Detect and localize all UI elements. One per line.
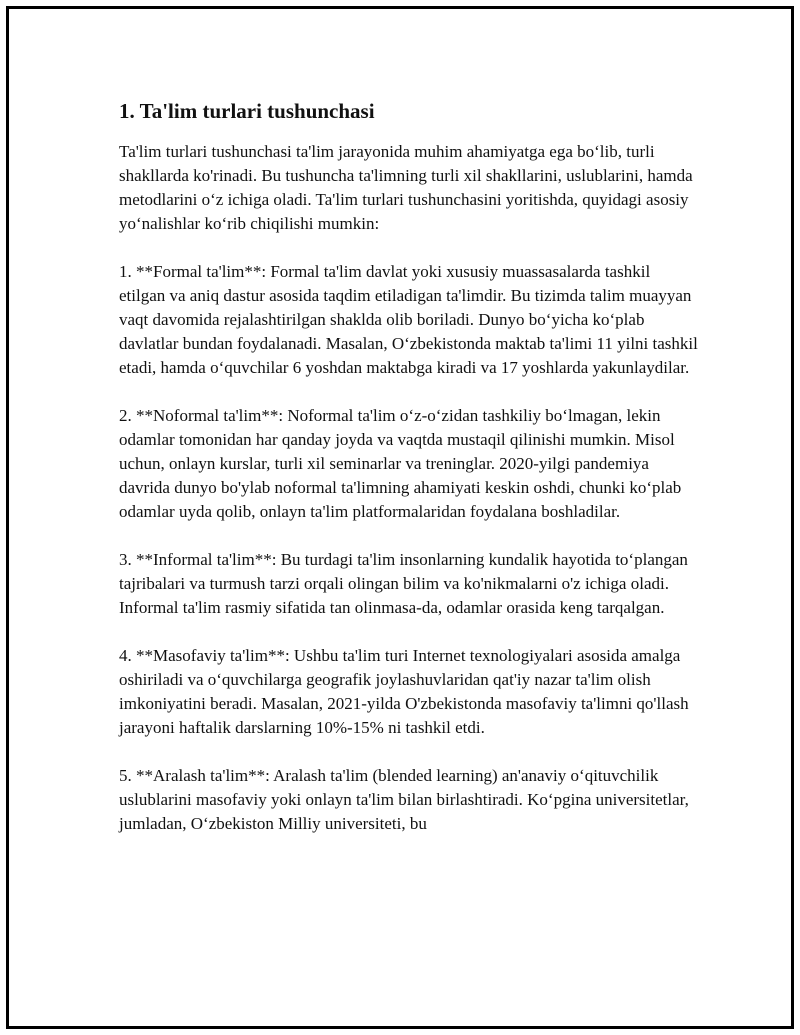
page-frame [6, 6, 794, 1029]
nonformal-education-paragraph: 2. **Noformal ta'lim**: Noformal ta'lim o‘z-o‘zidan tashkiliy bo‘lmagan, lekin odamlar tomonidan har qanday joyda va vaqtda mustaqil qilinishi mumkin. Misol uchun, onlayn kurslar, turli xil seminarlar va treninglar. 2020-yilgi pandemiya davrida dunyo bo'ylab noformal ta'limning ahamiyati keskin oshdi, chunki ko‘plab odamlar uyda qolib, onlayn ta'lim platformalaridan foydalana boshladilar. [119, 406, 682, 521]
blended-education-paragraph: 5. **Aralash ta'lim**: Aralash ta'lim (blended learning) an'anaviy o‘qituvchilik uslublarini masofaviy yoki onlayn ta'lim bilan birlashtiradi. Ko‘pgina universitetlar, jumladan, O‘zbekiston Milliy universiteti, bu [119, 766, 689, 833]
document-body [119, 97, 699, 860]
section-heading: 1. Ta'lim turlari tushunchasi [119, 99, 375, 123]
informal-education-paragraph: 3. **Informal ta'lim**: Bu turdagi ta'lim insonlarning kundalik hayotida to‘plangan tajribalari va turmush tarzi orqali olingan bilim va ko'nikmalarni o'z ichiga oladi. Informal ta'lim rasmiy sifatida tan olinmasa-da, odamlar orasida keng tarqalgan. [119, 550, 688, 617]
distance-education-paragraph: 4. **Masofaviy ta'lim**: Ushbu ta'lim turi Internet texnologiyalari asosida amalga oshiriladi va o‘quvchilarga geografik joylashuvlaridan qat'iy nazar ta'lim olish imkoniyatini beradi. Masalan, 2021-yilda O'zbekistonda masofaviy ta'limni qo'llash jarayoni haftalik darslarning 10%-15% ni tashkil etdi. [119, 646, 689, 737]
intro-paragraph: Ta'lim turlari tushunchasi ta'lim jarayonida muhim ahamiyatga ega bo‘lib, turli shakllarda ko'rinadi. Bu tushuncha ta'limning turli xil shakllarini, uslublarini, hamda metodlarini o‘z ichiga oladi. Ta'lim turlari tushunchasini yoritishda, quyidagi asosiy yo‘nalishlar ko‘rib chiqilishi mumkin: [119, 142, 693, 233]
formal-education-paragraph: 1. **Formal ta'lim**: Formal ta'lim davlat yoki xususiy muassasalarda tashkil etilgan va aniq dastur asosida taqdim etiladigan ta'limdir. Bu tizimda talim muayyan vaqt davomida rejalashtirilgan shaklda olib boriladi. Dunyo bo‘yicha ko‘plab davlatlar bundan foydalanadi. Masalan, O‘zbekistonda maktab ta'limi 11 yilni tashkil etadi, hamda o‘quvchilar 6 yoshdan maktabga kiradi va 17 yoshlarda yakunlaydilar. [119, 262, 698, 377]
